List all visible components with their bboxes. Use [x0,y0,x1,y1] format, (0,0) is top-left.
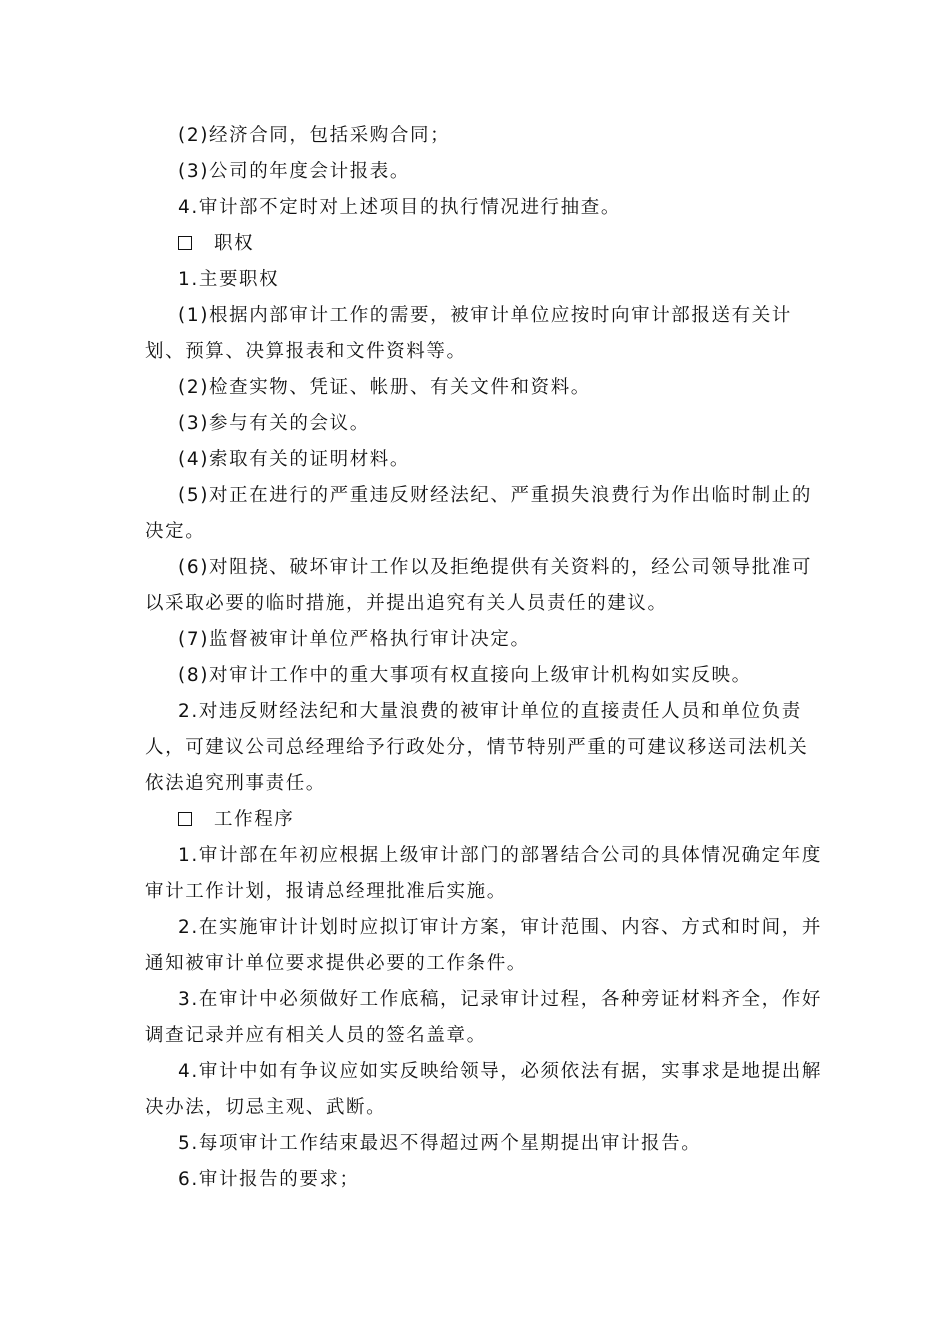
document-body [145,118,825,1198]
paragraph-procedure-2: 2.在实施审计计划时应拟订审计方案，审计范围、内容、方式和时间，并通知被审计单位要求提供必要的工作条件。 [145,917,822,974]
section-heading-procedure-label: 工作程序 [214,809,295,830]
paragraph-authority-3: (3)参与有关的会议。 [178,413,370,434]
section-heading-procedure [145,802,825,838]
paragraph-procedure-3: 3.在审计中必须做好工作底稿，记录审计过程，各种旁证材料齐全，作好调查记录并应有相关人员的签名盖章。 [145,989,822,1046]
paragraph-spot-check: 4.审计部不定时对上述项目的执行情况进行抽查。 [178,197,621,218]
paragraph-authority-5: (5)对正在进行的严重违反财经法纪、严重损失浪费行为作出临时制止的决定。 [145,485,813,542]
paragraph-disciplinary: 2.对违反财经法纪和大量浪费的被审计单位的直接责任人员和单位负责人，可建议公司总经理给予行政处分，情节特别严重的可建议移送司法机关依法追究刑事责任。 [145,701,809,794]
paragraph-annual-report: (3)公司的年度会计报表。 [178,161,411,182]
paragraph-procedure-1: 1.审计部在年初应根据上级审计部门的部署结合公司的具体情况确定年度审计工作计划，报请总经理批准后实施。 [145,845,822,902]
section-heading-authority-label: 职权 [214,233,255,254]
checkbox-icon [178,812,192,826]
paragraph-procedure-6: 6.审计报告的要求； [178,1169,360,1190]
paragraph-authority-4: (4)索取有关的证明材料。 [178,449,411,470]
section-heading-authority [145,226,825,262]
paragraph-authority-2: (2)检查实物、凭证、帐册、有关文件和资料。 [178,377,591,398]
paragraph-economic-contract: (2)经济合同，包括采购合同； [178,125,451,146]
checkbox-icon [178,236,192,250]
paragraph-authority-8: (8)对审计工作中的重大事项有权直接向上级审计机构如实反映。 [178,665,752,686]
paragraph-authority-1: (1)根据内部审计工作的需要，被审计单位应按时向审计部报送有关计划、预算、决算报表和文件资料等。 [145,305,792,362]
paragraph-procedure-4: 4.审计中如有争议应如实反映给领导，必须依法有据，实事求是地提出解决办法，切忌主观、武断。 [145,1061,822,1118]
paragraph-authority-6: (6)对阻挠、破坏审计工作以及拒绝提供有关资料的，经公司领导批准可以采取必要的临时措施，并提出追究有关人员责任的建议。 [145,557,813,614]
paragraph-procedure-5: 5.每项审计工作结束最迟不得超过两个星期提出审计报告。 [178,1133,702,1154]
paragraph-authority-7: (7)监督被审计单位严格执行审计决定。 [178,629,531,650]
paragraph-main-authority: 1.主要职权 [178,269,280,290]
